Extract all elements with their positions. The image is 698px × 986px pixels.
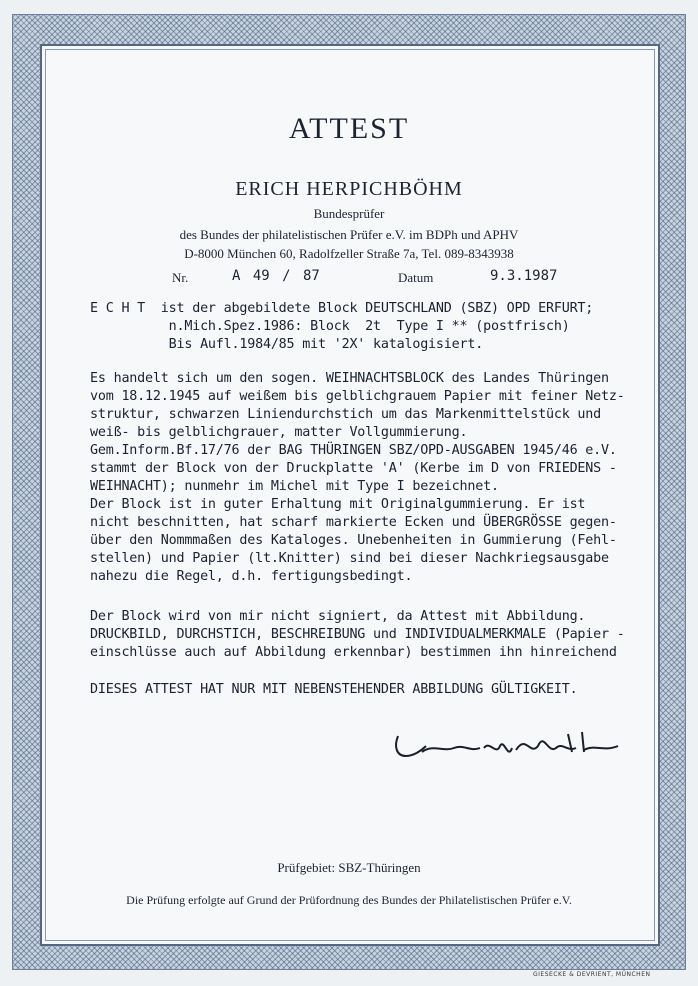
examination-field: Prüfgebiet: SBZ-Thüringen [277,860,421,875]
text-line: weiß- bis gelblichgrauer, matter Vollgummierung. [90,425,468,440]
text-line: nicht beschnitten, hat scharf markierte Ecken und ÜBERGRÖSSE gegen- [90,515,617,530]
examiner-name: ERICH HERPICHBÖHM [235,178,463,200]
certificate-title: ATTEST [288,112,410,145]
validity-statement: DIESES ATTEST HAT NUR MIT NEBENSTEHENDER ABBILDUNG GÜLTIGKEIT. [90,682,578,697]
nr-value: A 49 / 87 [232,268,320,284]
text-line: WEIHNACHT); nunmehr im Michel mit Type I bezeichnet. [90,479,499,494]
text-line: Der Block wird von mir nicht signiert, da Attest mit Abbildung. [90,609,586,624]
echt-line: n.Mich.Spez.1986: Block 2t Type I ** (postfrisch) [90,319,570,334]
text-line: Gem.Inform.Bf.17/76 der BAG THÜRINGEN SBZ/OPD-AUSGABEN 1945/46 e.V. [90,443,617,458]
association-line: des Bundes der philatelistischen Prüfer e.V. im BDPh und APHV [179,227,519,242]
text-line: struktur, schwarzen Liniendurchstich um das Markenmittelstück und [90,407,602,422]
text-line: stellen) und Papier (lt.Knitter) sind bei dieser Nachkriegsausgabe [90,551,609,566]
text-line: über den Nommmaßen des Kataloges. Unebenheiten in Gummierung (Fehl- [90,533,617,548]
echt-line: Bis Aufl.1984/85 mit '2X' katalogisiert. [90,337,484,352]
text-line: DRUCKBILD, DURCHSTICH, BESCHREIBUNG und INDIVIDUALMERKMALE (Papier - [90,627,625,642]
address-line: D-8000 München 60, Radolfzeller Straße 7a, Tel. 089-8343938 [184,246,514,261]
regulation-note: Die Prüfung erfolgte auf Grund der Prüfordnung des Bundes der Philatelistischen Prüfer e.V. [126,893,572,907]
handwritten-signature [392,726,622,766]
text-line: nahezu die Regel, d.h. fertigungsbedingt. [90,569,413,584]
printer-imprint: GIESECKE & DEVRIENT, MÜNCHEN [533,971,651,978]
text-line: Es handelt sich um den sogen. WEIHNACHTSBLOCK des Landes Thüringen [90,371,609,386]
date-label: Datum [398,270,434,285]
date-value: 9.3.1987 [490,268,558,284]
text-line: stammt der Block von der Druckplatte 'A' (Kerbe im D von FRIEDENS - [90,461,617,476]
echt-line: E C H T ist der abgebildete Block DEUTSCHLAND (SBZ) OPD ERFURT; [90,301,594,316]
text-line: einschlüsse auch auf Abbildung erkennbar) bestimmen ihn hinreichend [90,645,617,660]
examiner-role: Bundesprüfer [313,206,385,221]
text-line: Der Block ist in guter Erhaltung mit Originalgummierung. Er ist [90,497,586,512]
text-line: vom 18.12.1945 auf weißem bis gelblichgrauem Papier mit feiner Netz- [90,389,625,404]
nr-label: Nr. [172,270,189,285]
